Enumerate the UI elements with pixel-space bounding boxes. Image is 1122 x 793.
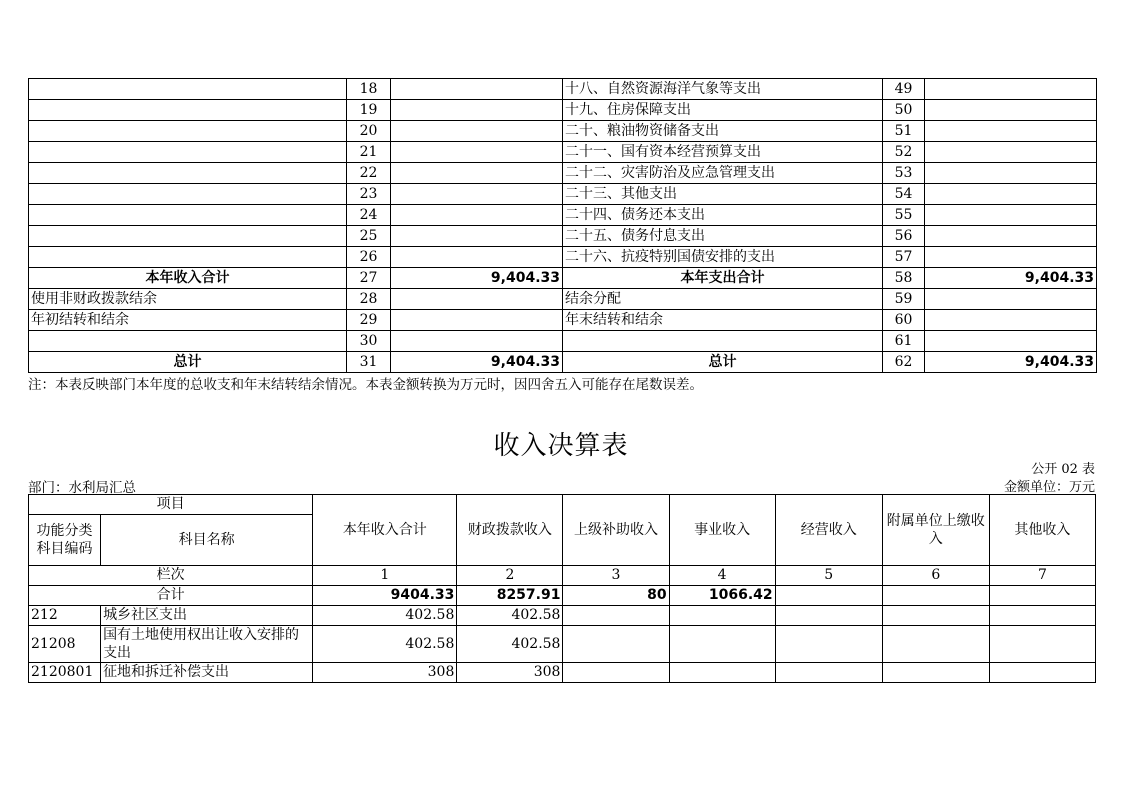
subject-code: 2120801 — [29, 663, 101, 683]
right-row-number: 56 — [883, 226, 925, 247]
left-item-label — [29, 247, 347, 268]
amount-cell — [669, 606, 775, 626]
right-row-number: 50 — [883, 100, 925, 121]
left-row-number: 24 — [347, 205, 391, 226]
left-row-number: 28 — [347, 289, 391, 310]
left-item-label — [29, 331, 347, 352]
left-amount — [391, 121, 563, 142]
total-value: 1066.42 — [669, 586, 775, 606]
header-col-2: 财政拨款收入 — [457, 495, 563, 566]
left-row-number: 26 — [347, 247, 391, 268]
right-item-label: 二十、粮油物资储备支出 — [563, 121, 883, 142]
left-amount — [391, 163, 563, 184]
left-amount — [391, 331, 563, 352]
right-row-number: 58 — [883, 268, 925, 289]
left-amount — [391, 247, 563, 268]
header-col-7: 其他收入 — [989, 495, 1095, 566]
right-amount — [925, 100, 1097, 121]
amount-cell — [669, 626, 775, 663]
right-row-number: 60 — [883, 310, 925, 331]
page-title: 收入决算表 — [493, 431, 629, 461]
right-amount — [925, 247, 1097, 268]
header-col-1: 本年收入合计 — [313, 495, 457, 566]
left-row-number: 27 — [347, 268, 391, 289]
amount-cell: 402.58 — [457, 606, 563, 626]
amount-cell — [775, 626, 882, 663]
left-row-number: 31 — [347, 352, 391, 373]
left-item-label: 年初结转和结余 — [29, 310, 347, 331]
column-number: 5 — [775, 566, 882, 586]
table-row — [29, 663, 1096, 683]
subject-code: 212 — [29, 606, 101, 626]
right-item-label: 二十五、债务付息支出 — [563, 226, 883, 247]
right-row-number: 57 — [883, 247, 925, 268]
left-item-label: 总计 — [29, 352, 347, 373]
amount-cell — [882, 663, 989, 683]
table-row — [29, 331, 1097, 352]
table-note: 注：本表反映部门本年度的总收支和年末结转结余情况。本表金额转换为万元时，因四舍五入可能存在尾数误差。 — [28, 377, 703, 393]
left-row-number: 19 — [347, 100, 391, 121]
column-index-row — [29, 566, 1096, 586]
total-label: 合计 — [29, 586, 313, 606]
table-row — [29, 606, 1096, 626]
right-amount — [925, 205, 1097, 226]
right-item-label: 十九、住房保障支出 — [563, 100, 883, 121]
amount-cell — [669, 663, 775, 683]
amount-cell: 308 — [313, 663, 457, 683]
column-number: 2 — [457, 566, 563, 586]
total-value — [882, 586, 989, 606]
right-item-label: 二十六、抗疫特别国债安排的支出 — [563, 247, 883, 268]
right-amount — [925, 79, 1097, 100]
right-row-number: 55 — [883, 205, 925, 226]
right-row-number: 61 — [883, 331, 925, 352]
amount-cell: 402.58 — [313, 626, 457, 663]
column-number: 7 — [989, 566, 1095, 586]
income-statement-table — [28, 494, 1096, 683]
right-amount — [925, 331, 1097, 352]
left-item-label: 使用非财政拨款结余 — [29, 289, 347, 310]
right-item-label: 年末结转和结余 — [563, 310, 883, 331]
header-item: 项目 — [29, 495, 313, 515]
subject-name: 征地和拆迁补偿支出 — [101, 663, 313, 683]
left-amount: 9,404.33 — [391, 268, 563, 289]
header-code: 功能分类科目编码 — [29, 515, 101, 566]
left-row-number: 23 — [347, 184, 391, 205]
left-row-number: 30 — [347, 331, 391, 352]
right-row-number: 52 — [883, 142, 925, 163]
left-item-label: 本年收入合计 — [29, 268, 347, 289]
amount-cell: 308 — [457, 663, 563, 683]
left-item-label — [29, 163, 347, 184]
amount-cell — [563, 663, 669, 683]
header-col-5: 经营收入 — [775, 495, 882, 566]
right-item-label: 总计 — [563, 352, 883, 373]
right-row-number: 59 — [883, 289, 925, 310]
table-row — [29, 205, 1097, 226]
left-amount — [391, 205, 563, 226]
right-row-number: 51 — [883, 121, 925, 142]
amount-cell — [563, 626, 669, 663]
left-item-label — [29, 205, 347, 226]
left-amount — [391, 226, 563, 247]
amount-cell: 402.58 — [313, 606, 457, 626]
left-item-label — [29, 226, 347, 247]
column-number: 4 — [669, 566, 775, 586]
left-amount — [391, 184, 563, 205]
amount-cell — [989, 626, 1095, 663]
right-item-label: 本年支出合计 — [563, 268, 883, 289]
left-row-number: 25 — [347, 226, 391, 247]
table-row — [29, 142, 1097, 163]
left-item-label — [29, 121, 347, 142]
left-row-number: 18 — [347, 79, 391, 100]
amount-cell — [882, 626, 989, 663]
right-item-label: 二十二、灾害防治及应急管理支出 — [563, 163, 883, 184]
left-amount — [391, 289, 563, 310]
table-row — [29, 226, 1097, 247]
table-row — [29, 310, 1097, 331]
right-amount: 9,404.33 — [925, 268, 1097, 289]
right-amount: 9,404.33 — [925, 352, 1097, 373]
total-value: 8257.91 — [457, 586, 563, 606]
department-label: 部门：水利局汇总 — [28, 480, 136, 496]
header-col-6: 附属单位上缴收入 — [882, 495, 989, 566]
right-amount — [925, 310, 1097, 331]
right-row-number: 62 — [883, 352, 925, 373]
right-item-label: 二十四、债务还本支出 — [563, 205, 883, 226]
right-item-label: 二十三、其他支出 — [563, 184, 883, 205]
amount-cell — [775, 663, 882, 683]
right-row-number: 54 — [883, 184, 925, 205]
left-item-label — [29, 100, 347, 121]
right-item-label: 十八、自然资源海洋气象等支出 — [563, 79, 883, 100]
table-row — [29, 247, 1097, 268]
amount-cell — [882, 606, 989, 626]
total-value — [989, 586, 1095, 606]
left-amount — [391, 100, 563, 121]
total-value — [775, 586, 882, 606]
left-row-number: 20 — [347, 121, 391, 142]
amount-cell — [989, 606, 1095, 626]
income-expense-summary-table — [28, 78, 1097, 373]
right-amount — [925, 121, 1097, 142]
table-row — [29, 79, 1097, 100]
left-amount — [391, 79, 563, 100]
column-number: 6 — [882, 566, 989, 586]
total-value: 80 — [563, 586, 669, 606]
subject-name: 城乡社区支出 — [101, 606, 313, 626]
left-row-number: 21 — [347, 142, 391, 163]
left-row-number: 29 — [347, 310, 391, 331]
amount-cell: 402.58 — [457, 626, 563, 663]
total-value: 9404.33 — [313, 586, 457, 606]
table-row — [29, 626, 1096, 663]
subject-code: 21208 — [29, 626, 101, 663]
column-number: 3 — [563, 566, 669, 586]
right-row-number: 53 — [883, 163, 925, 184]
total-row — [29, 586, 1096, 606]
right-item-label: 结余分配 — [563, 289, 883, 310]
table-row — [29, 184, 1097, 205]
left-item-label — [29, 79, 347, 100]
right-item-label: 二十一、国有资本经营预算支出 — [563, 142, 883, 163]
left-item-label — [29, 142, 347, 163]
table-row — [29, 100, 1097, 121]
right-amount — [925, 226, 1097, 247]
right-amount — [925, 184, 1097, 205]
amount-cell — [563, 606, 669, 626]
right-item-label — [563, 331, 883, 352]
table-row — [29, 163, 1097, 184]
table-row — [29, 289, 1097, 310]
header-col-4: 事业收入 — [669, 495, 775, 566]
subject-name: 国有土地使用权出让收入安排的支出 — [101, 626, 313, 663]
right-amount — [925, 289, 1097, 310]
header-col-3: 上级补助收入 — [563, 495, 669, 566]
left-row-number: 22 — [347, 163, 391, 184]
column-index-label: 栏次 — [29, 566, 313, 586]
table-row — [29, 268, 1097, 289]
amount-cell — [775, 606, 882, 626]
right-amount — [925, 163, 1097, 184]
left-amount — [391, 310, 563, 331]
left-amount: 9,404.33 — [391, 352, 563, 373]
left-item-label — [29, 184, 347, 205]
header-name: 科目名称 — [101, 515, 313, 566]
right-row-number: 49 — [883, 79, 925, 100]
column-number: 1 — [313, 566, 457, 586]
amount-unit-label: 金额单位：万元 — [1003, 480, 1095, 495]
form-number: 公开 02 表 — [1031, 462, 1095, 477]
amount-cell — [989, 663, 1095, 683]
right-amount — [925, 142, 1097, 163]
left-amount — [391, 142, 563, 163]
table-row — [29, 352, 1097, 373]
table-row — [29, 121, 1097, 142]
